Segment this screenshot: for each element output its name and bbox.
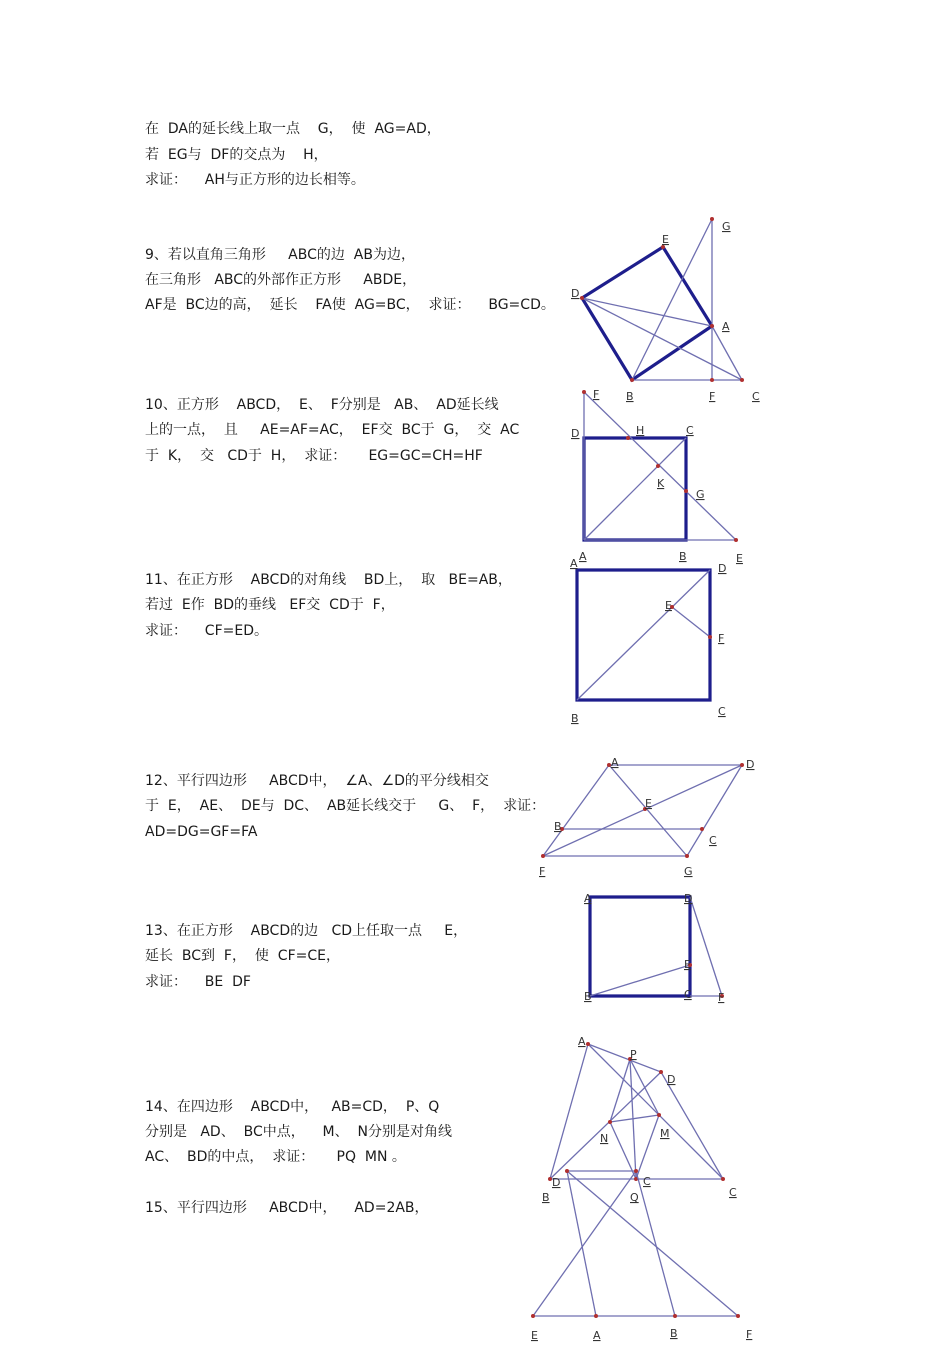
label-b: B — [554, 820, 562, 833]
problem-13-line-3: 求证： BE DF — [145, 974, 251, 990]
label-d: D — [571, 427, 580, 440]
problem-10-line-2: 上的一点， 且 AE=AF=AC， EF交 BC于 G， 交 AC — [145, 422, 520, 438]
label-g: G — [684, 865, 693, 878]
label-e: E — [665, 599, 672, 612]
problem-8-line-2: 若 EG与 DF的交点为 H， — [145, 147, 328, 163]
label-a: A — [722, 320, 730, 333]
label-b: B — [542, 1191, 550, 1204]
problem-14-line-2: 分别是 AD、 BC中点， M、 N分别是对角线 — [145, 1124, 452, 1140]
label-a: A — [570, 557, 578, 570]
problem-8-line-1: 在 DA的延长线上取一点 G， 使 AG=AD， — [145, 121, 441, 137]
problem-11-line-3: 求证： CF=ED。 — [145, 623, 268, 639]
label-f: F — [593, 388, 600, 401]
problem-12-line-1: 12、平行四边形 ABCD中， ∠A、∠D的平分线相交 — [145, 773, 489, 789]
label-a: A — [584, 892, 592, 905]
label-f: F — [746, 1328, 753, 1341]
label-d: D — [667, 1073, 676, 1086]
label-b: B — [679, 550, 687, 563]
label-d: D — [718, 562, 727, 575]
problem-15-line-1: 15、平行四边形 ABCD中， AD=2AB， — [145, 1200, 429, 1216]
label-p: P — [630, 1048, 637, 1061]
label-c: C — [684, 988, 692, 1001]
label-e: E — [736, 552, 743, 565]
label-c: C — [643, 1175, 651, 1188]
problem-8-line-3: 求证： AH与正方形的边长相等。 — [145, 172, 365, 188]
problem-9-line-1: 9、若以直角三角形 ABC的边 AB为边， — [145, 247, 415, 263]
label-e: E — [531, 1329, 538, 1342]
label-e: E — [645, 797, 652, 810]
problem-14-line-1: 14、在四边形 ABCD中， AB=CD， P、Q — [145, 1099, 440, 1115]
problem-10-line-1: 10、正方形 ABCD， E、 F分别是 AB、 AD延长线 — [145, 397, 499, 413]
label-d: D — [552, 1176, 561, 1189]
label-g: G — [696, 488, 705, 501]
label-b: B — [571, 712, 579, 725]
label-d: D — [571, 287, 580, 300]
label-a: A — [593, 1329, 601, 1342]
problem-11-line-2: 若过 E作 BD的垂线 EF交 CD于 F， — [145, 597, 395, 613]
label-d: D — [746, 758, 755, 771]
problem-13-line-1: 13、在正方形 ABCD的边 CD上任取一点 E， — [145, 923, 468, 939]
label-b: B — [626, 390, 634, 403]
label-f: F — [709, 390, 716, 403]
label-e: E — [662, 233, 669, 246]
label-f: F — [718, 991, 725, 1004]
problem-9-line-3: AF是 BC边的高， 延长 FA使 AG=BC， 求证： BG=CD。 — [145, 297, 555, 313]
label-a: A — [579, 550, 587, 563]
label-k: K — [657, 477, 665, 490]
label-c: C — [718, 705, 726, 718]
label-f: F — [718, 632, 725, 645]
problem-14-line-3: AC、 BD的中点， 求证： PQ MN 。 — [145, 1149, 406, 1165]
label-m: M — [660, 1127, 670, 1140]
label-a: A — [611, 756, 619, 769]
label-c: C — [686, 424, 694, 437]
label-c: C — [709, 834, 717, 847]
label-c: C — [752, 390, 760, 403]
label-e: E — [684, 958, 691, 971]
label-g: G — [722, 220, 731, 233]
problem-12-line-2: 于 E， AE、 DE与 DC、 AB延长线交于 G、 F， 求证： — [145, 798, 546, 814]
label-d: D — [684, 892, 693, 905]
problem-11-line-1: 11、在正方形 ABCD的对角线 BD上， 取 BE=AB， — [145, 572, 512, 588]
label-n: N — [600, 1132, 609, 1145]
label-q: Q — [630, 1191, 639, 1204]
problem-10-line-3: 于 K， 交 CD于 H， 求证： EG=GC=CH=HF — [145, 448, 483, 464]
problem-13-line-2: 延长 BC到 F， 使 CF=CE， — [145, 948, 340, 964]
label-b: B — [584, 990, 592, 1003]
problem-9-line-2: 在三角形 ABC的外部作正方形 ABDE， — [145, 272, 417, 288]
label-f: F — [539, 865, 546, 878]
label-a: A — [578, 1035, 586, 1048]
label-c: C — [729, 1186, 737, 1199]
problem-12-line-3: AD=DG=GF=FA — [145, 824, 258, 840]
label-b: B — [670, 1327, 678, 1340]
label-h: H — [636, 424, 645, 437]
